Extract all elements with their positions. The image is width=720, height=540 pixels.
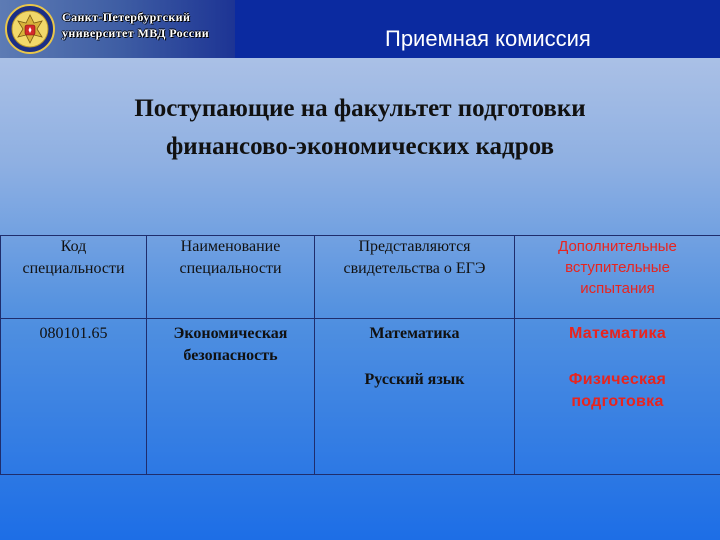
header-ege [315,236,515,319]
extra-exam-2-line2: подготовка [571,393,664,410]
header-extra [515,236,720,319]
specialty-name-line2: безопасность [183,347,278,364]
specialty-name-line1: Экономическая [173,325,288,342]
extra-exam-1: Математика [568,325,667,342]
header-extra-line3: испытания [580,280,655,297]
admission-table [0,235,720,475]
header-code-line2: специальности [22,260,125,277]
university-name-line1: Санкт-Петербургский [62,10,191,24]
cell-name [147,319,315,475]
header-name-line1: Наименование [180,238,281,255]
page-title-line2: финансово-экономических кадров [166,133,554,160]
ege-subject-1: Математика [369,325,460,342]
header-extra-line2: вступительные [565,259,670,276]
section-title: Приемная комиссия [385,26,591,51]
university-name-line2: университет МВД России [62,26,210,40]
page-title-line1: Поступающие на факультет подготовки [134,95,586,122]
header-extra-line1: Дополнительные [558,238,677,255]
specialty-code: 080101.65 [39,325,108,342]
cell-extra [515,319,720,475]
table-header-row [1,236,720,319]
page-title [20,90,700,166]
police-eagle-emblem-icon [4,3,56,55]
ege-subject-2: Русский язык [364,371,465,388]
university-name [62,9,232,41]
header-name-line2: специальности [179,260,282,277]
header-ege-line2: свидетельства о ЕГЭ [343,260,486,277]
header-code [1,236,147,319]
header-ege-line1: Представляются [358,238,471,255]
header-name [147,236,315,319]
cell-ege [315,319,515,475]
header-code-line1: Код [60,238,87,255]
table-row [1,319,720,475]
header-bar [0,0,720,58]
extra-exam-2-line1: Физическая [568,371,667,388]
cell-code [1,319,147,475]
university-banner [0,0,235,58]
